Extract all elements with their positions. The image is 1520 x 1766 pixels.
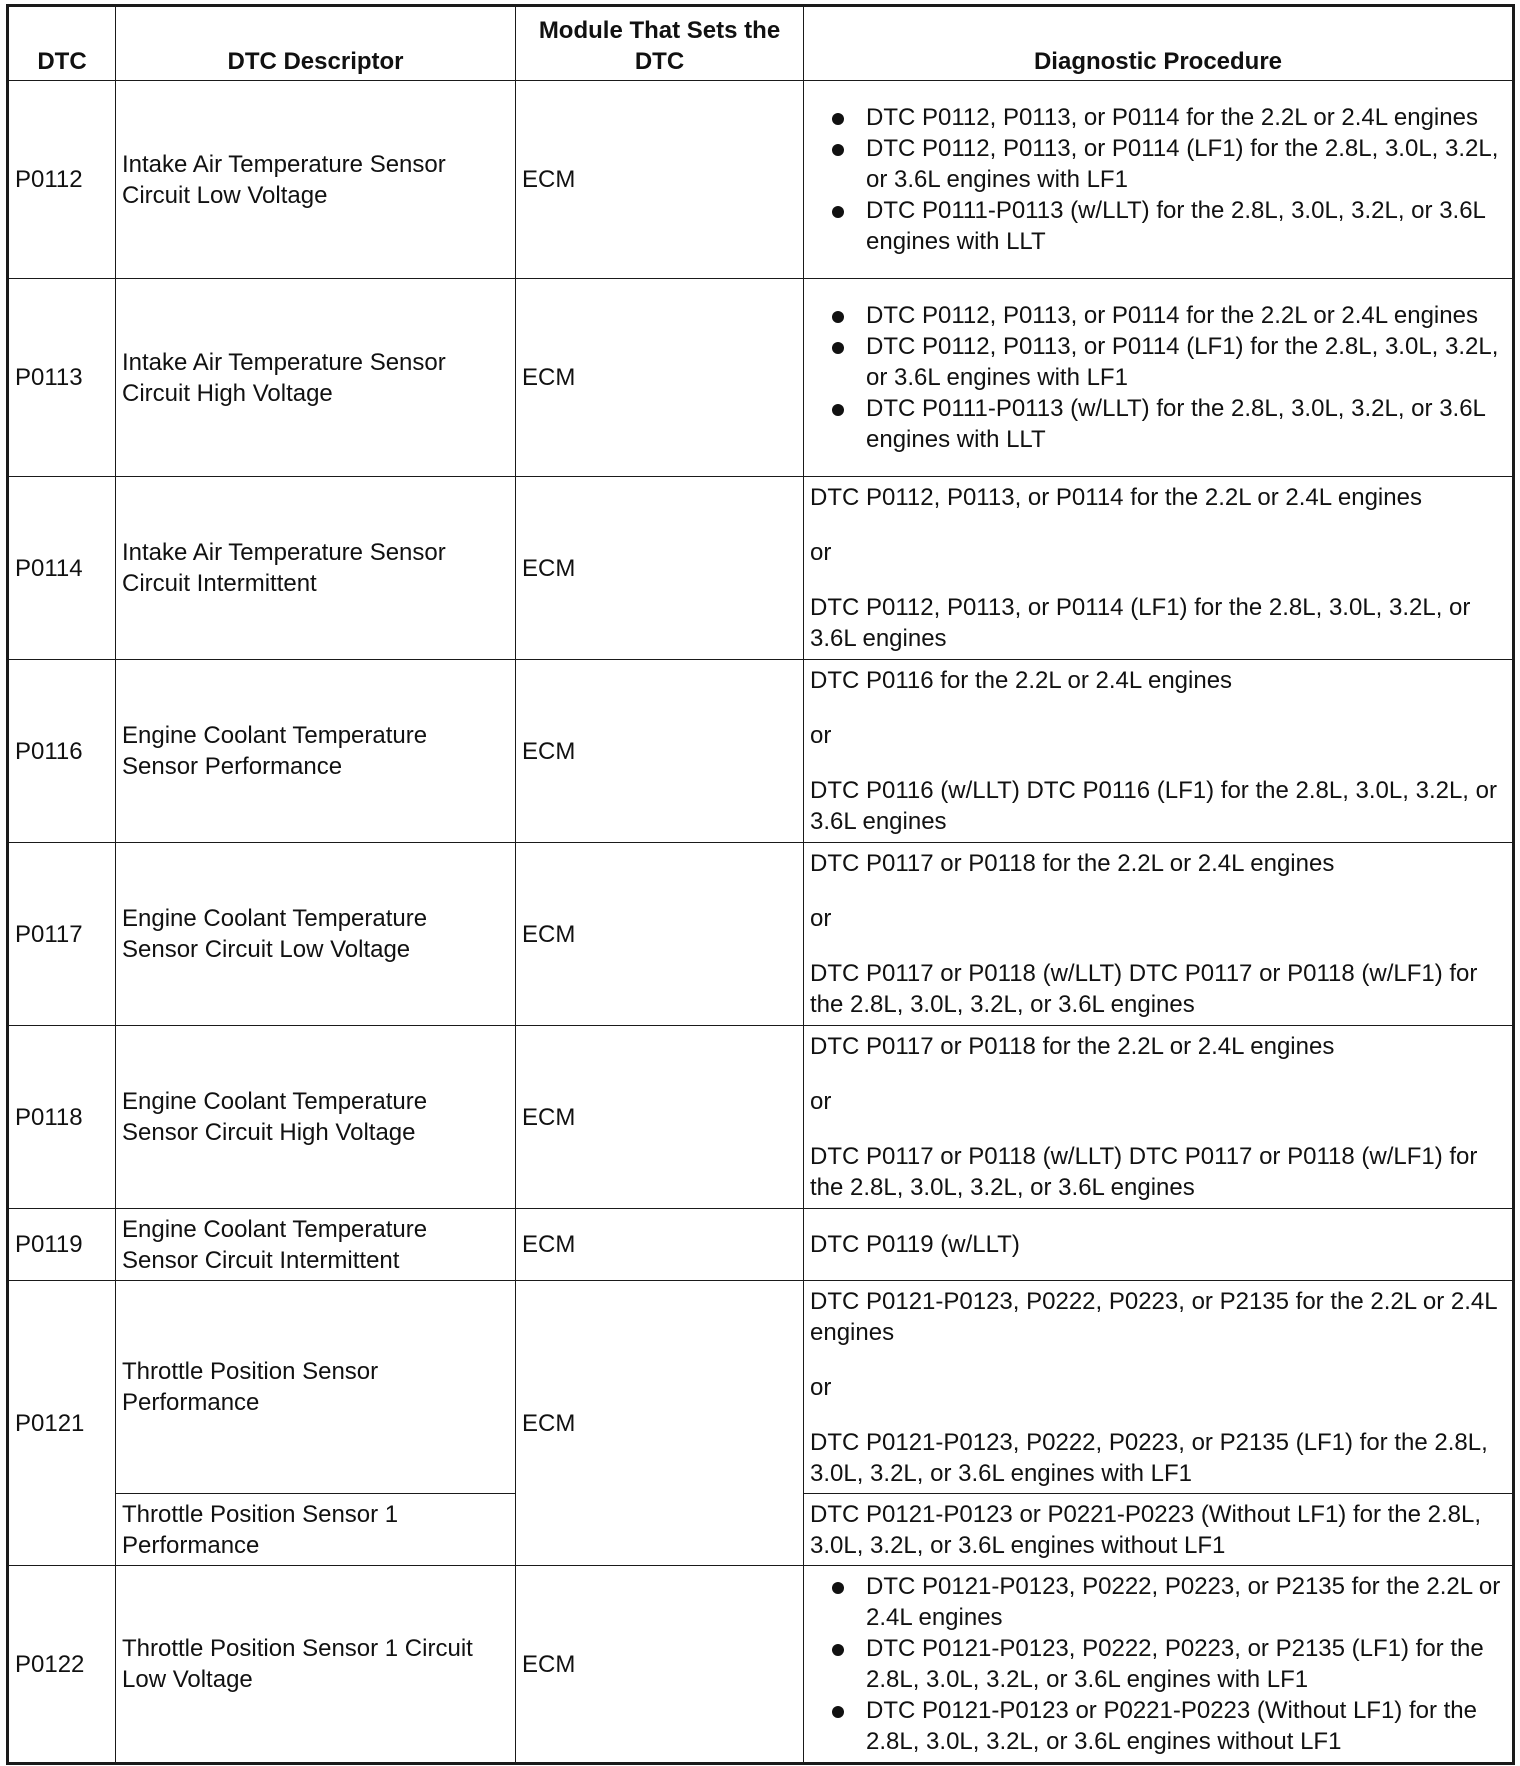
procedure-line: DTC P0119 (w/LLT) — [810, 1231, 1020, 1258]
module: ECM — [516, 1026, 804, 1209]
diagnostic-procedure — [804, 1494, 1514, 1566]
procedure-line: DTC P0121-P0123, P0222, P0223, or P2135 (LF1) for the 2.8L, 3.0L, 3.2L, or 3.6L engines with LF1 — [810, 1428, 1488, 1487]
procedure-or: or — [810, 1373, 832, 1401]
dtc-descriptor: Engine Coolant Temperature Sensor Performance — [116, 660, 516, 843]
header-dtc: DTC — [8, 6, 116, 81]
procedure-or: or — [810, 1088, 832, 1115]
diagnostic-procedure — [804, 1209, 1514, 1281]
dtc-code: P0122 — [8, 1566, 116, 1764]
dtc-table — [6, 4, 1515, 1765]
dtc-code: P0121 — [8, 1281, 116, 1566]
dtc-descriptor: Engine Coolant Temperature Sensor Circuit Low Voltage — [116, 843, 516, 1026]
header-module: Module That Sets the DTC — [516, 6, 804, 81]
module: ECM — [516, 660, 804, 843]
procedure-bullet: DTC P0121-P0123, P0222, P0223, or P2135 for the 2.2L or 2.4L engines — [866, 1571, 1508, 1633]
procedure-or: or — [810, 905, 832, 932]
table-row — [8, 477, 1514, 660]
table-row — [8, 81, 1514, 279]
module: ECM — [516, 81, 804, 279]
module: ECM — [516, 477, 804, 660]
dtc-code: P0116 — [8, 660, 116, 843]
dtc-descriptor: Intake Air Temperature Sensor Circuit High Voltage — [116, 279, 516, 477]
procedure-or: or — [810, 722, 832, 749]
procedure-bullet: DTC P0111-P0113 (w/LLT) for the 2.8L, 3.0L, 3.2L, or 3.6L engines with LLT — [866, 393, 1508, 455]
dtc-code: P0113 — [8, 279, 116, 477]
procedure-bullet: DTC P0121-P0123 or P0221-P0223 (Without LF1) for the 2.8L, 3.0L, 3.2L, or 3.6L engines without LF1 — [866, 1695, 1508, 1757]
procedure-line: DTC P0121-P0123, P0222, P0223, or P2135 for the 2.2L or 2.4L engines — [810, 1287, 1497, 1346]
header-row — [8, 6, 1514, 81]
procedure-bullet: DTC P0112, P0113, or P0114 for the 2.2L or 2.4L engines — [866, 300, 1508, 331]
dtc-descriptor: Intake Air Temperature Sensor Circuit Low Voltage — [116, 81, 516, 279]
diagnostic-procedure — [804, 1566, 1514, 1764]
procedure-line: DTC P0117 or P0118 (w/LLT) DTC P0117 or P0118 (w/LF1) for the 2.8L, 3.0L, 3.2L, or 3.6L engines — [810, 960, 1478, 1018]
dtc-descriptor: Engine Coolant Temperature Sensor Circuit Intermittent — [116, 1209, 516, 1281]
procedure-line: DTC P0117 or P0118 for the 2.2L or 2.4L engines — [810, 850, 1335, 877]
module: ECM — [516, 1281, 804, 1566]
dtc-descriptor: Throttle Position Sensor 1 Circuit Low Voltage — [116, 1566, 516, 1764]
dtc-code: P0118 — [8, 1026, 116, 1209]
procedure-bullet: DTC P0112, P0113, or P0114 (LF1) for the 2.8L, 3.0L, 3.2L, or 3.6L engines with LF1 — [866, 331, 1508, 393]
diagnostic-procedure — [804, 477, 1514, 660]
dtc-code: P0119 — [8, 1209, 116, 1281]
diagnostic-procedure — [804, 1281, 1514, 1494]
diagnostic-procedure — [804, 279, 1514, 477]
table-row — [8, 279, 1514, 477]
procedure-or: or — [810, 539, 832, 566]
procedure-bullet: DTC P0111-P0113 (w/LLT) for the 2.8L, 3.0L, 3.2L, or 3.6L engines with LLT — [866, 195, 1508, 257]
table-row — [8, 843, 1514, 1026]
dtc-descriptor: Engine Coolant Temperature Sensor Circuit High Voltage — [116, 1026, 516, 1209]
table-row — [8, 1566, 1514, 1764]
procedure-line: DTC P0117 or P0118 (w/LLT) DTC P0117 or P0118 (w/LF1) for the 2.8L, 3.0L, 3.2L, or 3.6L engines — [810, 1143, 1478, 1201]
procedure-line: DTC P0117 or P0118 for the 2.2L or 2.4L engines — [810, 1033, 1335, 1060]
table-row — [8, 660, 1514, 843]
module: ECM — [516, 1566, 804, 1764]
dtc-descriptor: Throttle Position Sensor Performance — [116, 1281, 516, 1494]
diagnostic-procedure — [804, 1026, 1514, 1209]
procedure-bullet: DTC P0112, P0113, or P0114 for the 2.2L or 2.4L engines — [866, 102, 1508, 133]
dtc-descriptor: Intake Air Temperature Sensor Circuit Intermittent — [116, 477, 516, 660]
dtc-code: P0114 — [8, 477, 116, 660]
module: ECM — [516, 1209, 804, 1281]
dtc-descriptor: Throttle Position Sensor 1 Performance — [116, 1494, 516, 1566]
procedure-line: DTC P0112, P0113, or P0114 for the 2.2L or 2.4L engines — [810, 484, 1422, 511]
module: ECM — [516, 279, 804, 477]
procedure-bullet: DTC P0121-P0123, P0222, P0223, or P2135 (LF1) for the 2.8L, 3.0L, 3.2L, or 3.6L engines with LF1 — [866, 1633, 1508, 1695]
dtc-code: P0112 — [8, 81, 116, 279]
diagnostic-procedure — [804, 660, 1514, 843]
table-row — [8, 1281, 1514, 1494]
procedure-bullet: DTC P0112, P0113, or P0114 (LF1) for the 2.8L, 3.0L, 3.2L, or 3.6L engines with LF1 — [866, 133, 1508, 195]
header-descriptor: DTC Descriptor — [116, 6, 516, 81]
diagnostic-procedure — [804, 843, 1514, 1026]
procedure-line: DTC P0116 for the 2.2L or 2.4L engines — [810, 667, 1233, 694]
table-row — [8, 1026, 1514, 1209]
dtc-code: P0117 — [8, 843, 116, 1026]
table-row — [8, 1209, 1514, 1281]
procedure-line: DTC P0116 (w/LLT) DTC P0116 (LF1) for the 2.8L, 3.0L, 3.2L, or 3.6L engines — [810, 777, 1497, 835]
diagnostic-procedure — [804, 81, 1514, 279]
procedure-line: DTC P0112, P0113, or P0114 (LF1) for the 2.8L, 3.0L, 3.2L, or 3.6L engines — [810, 594, 1471, 652]
module: ECM — [516, 843, 804, 1026]
header-procedure: Diagnostic Procedure — [804, 6, 1514, 81]
procedure-line: DTC P0121-P0123 or P0221-P0223 (Without LF1) for the 2.8L, 3.0L, 3.2L, or 3.6L engines without LF1 — [810, 1500, 1482, 1559]
